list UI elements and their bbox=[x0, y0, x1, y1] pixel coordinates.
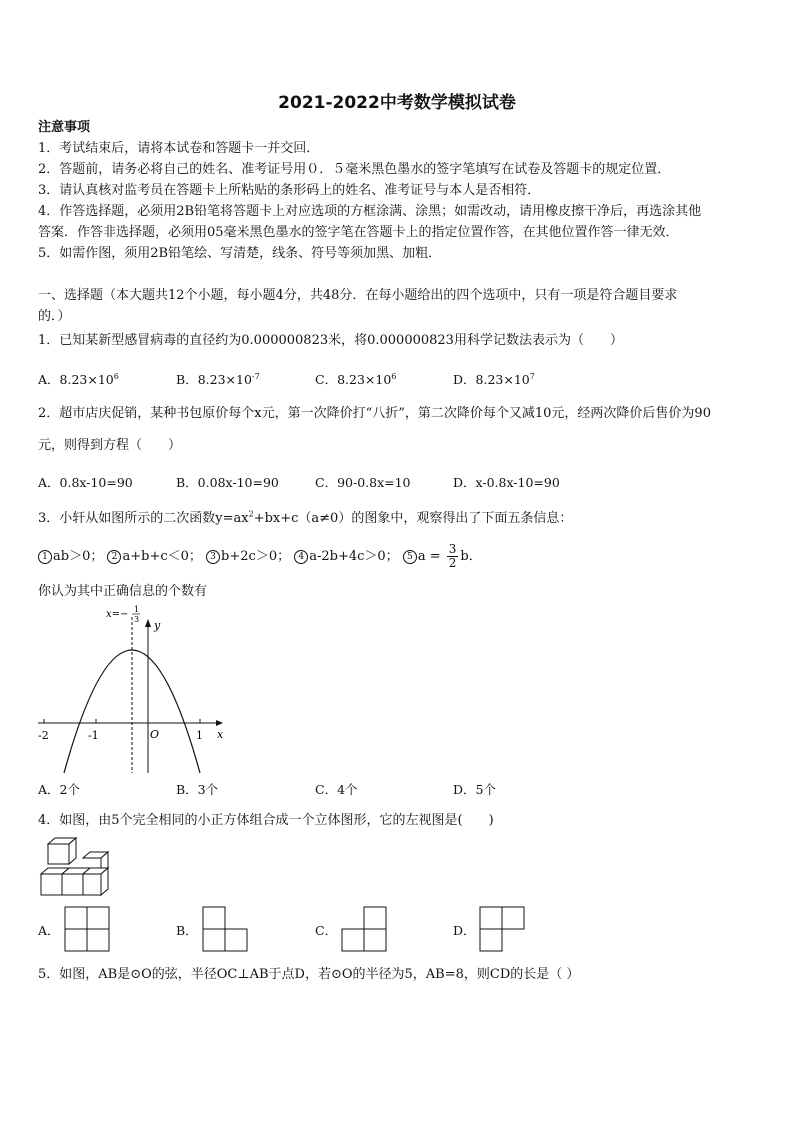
q2-option-b: B．0.08x-10=90 bbox=[176, 475, 279, 490]
q3-option-c: C．4个 bbox=[315, 782, 358, 797]
question-2-stem: 2．超市店庆促销，某种书包原价每个x元，第一次降价打“八折”，第二次降价每个又减10元，经两次降价后售价为90 bbox=[38, 406, 711, 421]
q4-option-b-figure bbox=[202, 906, 272, 952]
page-title: 2021-2022中考数学模拟试卷 bbox=[278, 93, 516, 113]
question-3-ask: 你认为其中正确信息的个数有 bbox=[38, 584, 208, 599]
question-3-info: 1 ab＞0； 2 a+b+c＜0； 3 b+2c＞0； 4 a-2b+4c＞0； 5 a = $\frac{3}{2}$ b． bbox=[38, 543, 482, 570]
notice-item: 3．请认真核对监考员在答题卡上所粘贴的条形码上的姓名、准考证号与本人是否相符． bbox=[38, 183, 541, 198]
origin-label: O bbox=[150, 728, 160, 741]
q3-option-a: A．2个 bbox=[38, 782, 80, 797]
notice-item: 1．考试结束后，请将本试卷和答题卡一并交回． bbox=[38, 141, 320, 156]
question-2-stem-cont: 元，则得到方程（ ） bbox=[38, 438, 182, 453]
q2-option-a: A．0.8x-10=90 bbox=[38, 475, 133, 490]
q3-option-b: B．3个 bbox=[176, 782, 219, 797]
question-5-stem: 5．如图，AB是⊙O的弦，半径OC⊥AB于点D，若⊙O的半径为5，AB=8，则CD的长是（ ） bbox=[38, 967, 580, 982]
q1-option-c: C．$8.23\times 10^6$ bbox=[315, 371, 397, 387]
section-heading: 一、选择题（本大题共12个小题，每小题4分，共48分．在每小题给出的四个选项中，只有一项是符合题目要求 bbox=[38, 288, 678, 303]
cubes-figure bbox=[38, 836, 110, 898]
notice-item: 4．作答选择题，必须用2B铅笔将答题卡上对应选项的方框涂满、涂黑；如需改动，请用橡皮擦干净后，再选涂其他 bbox=[38, 204, 702, 219]
q1-option-a: A．$8.23\times 10^6$ bbox=[38, 371, 119, 387]
q1-option-d: D．$8.23\times 10^7$ bbox=[453, 371, 535, 387]
q4-option-d-label: D． bbox=[453, 923, 476, 938]
question-1-stem: 1．已知某新型感冒病毒的直径约为0.000000823米，将0.000000823用科学记数法表示为（ ） bbox=[38, 333, 623, 348]
axis-frac-den: 3 bbox=[134, 615, 140, 624]
q4-option-c-label: C． bbox=[315, 923, 338, 938]
axis-line-label: x=− bbox=[106, 609, 129, 620]
tick-label: -2 bbox=[38, 729, 49, 742]
parabola-graph bbox=[30, 605, 230, 775]
notice-heading: 注意事项 bbox=[38, 120, 91, 135]
section-heading-cont: 的．） bbox=[38, 309, 71, 324]
q4-option-d-figure bbox=[479, 906, 549, 952]
x-axis-label: x bbox=[217, 728, 224, 741]
q1-option-b: B．$8.23\times 10^{-7}$ bbox=[176, 371, 260, 387]
q4-option-b-label: B． bbox=[176, 923, 198, 938]
tick-label: 1 bbox=[196, 729, 203, 742]
q4-option-a-figure bbox=[64, 906, 112, 952]
q2-option-c: C．90-0.8x=10 bbox=[315, 475, 411, 490]
q4-option-a-label: A． bbox=[38, 923, 60, 938]
notice-item: 答案．作答非选择题，必须用05毫米黑色墨水的签字笔在答题卡上的指定位置作答，在其他位置作答一律无效． bbox=[38, 225, 679, 240]
q4-option-c-figure bbox=[341, 906, 411, 952]
axis-frac-num: 1 bbox=[134, 605, 140, 614]
fraction: $\frac{3}{2}$ bbox=[448, 542, 457, 570]
q2-option-d: D．x-0.8x-10=90 bbox=[453, 475, 560, 490]
q3-option-d: D．5个 bbox=[453, 782, 496, 797]
tick-label: -1 bbox=[88, 729, 99, 742]
y-axis-label: y bbox=[154, 619, 161, 632]
question-4-stem: 4．如图，由5个完全相同的小正方体组合成一个立体图形，它的左视图是( ) bbox=[38, 813, 494, 828]
question-3-stem: 3．小轩从如图所示的二次函数$y=ax^2+bx+c(a\ne 0)$的图象中，观察得出了下面五条信息： bbox=[38, 509, 573, 526]
notice-item: 2．答题前，请务必将自己的姓名、准考证号用０．５毫米黑色墨水的签字笔填写在试卷及答题卡的规定位置． bbox=[38, 162, 671, 177]
notice-item: 5．如需作图，须用2B铅笔绘、写清楚，线条、符号等须加黑、加粗． bbox=[38, 246, 442, 261]
